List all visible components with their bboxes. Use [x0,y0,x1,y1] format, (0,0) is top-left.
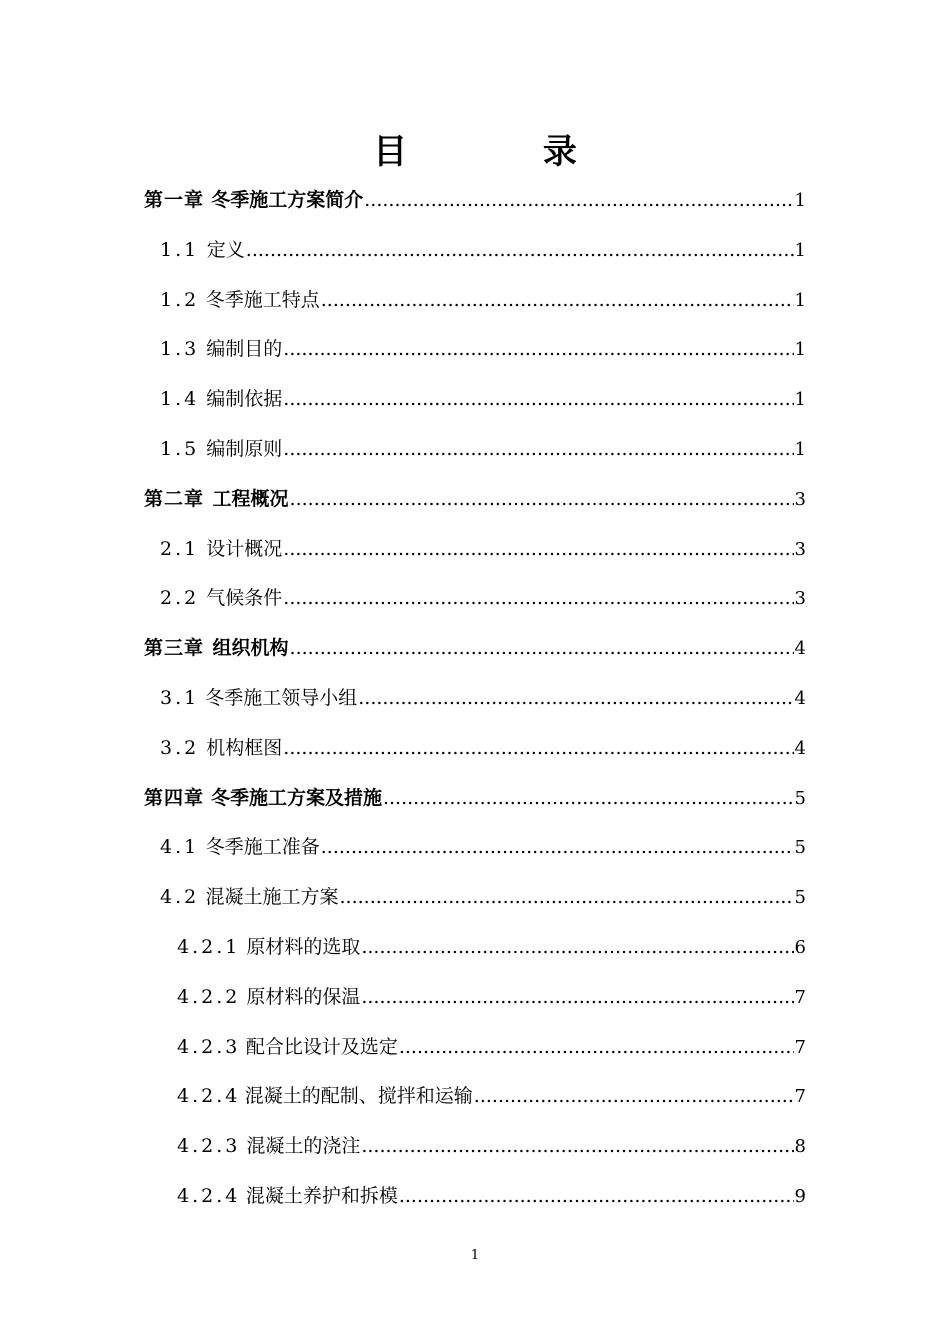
toc-entry-number: 第一章 [144,189,205,211]
toc-entry-page: 4 [794,737,806,759]
toc-entry-label: 工程概况 [212,487,289,510]
toc-dot-leader [283,425,793,475]
toc-entry-number: 3.1 [160,686,200,709]
toc-entry-number: 4.2.3 [177,1035,241,1058]
toc-entry-number: 2.2 [160,587,200,610]
toc-entry-label: 冬季施工领导小组 [205,686,358,709]
page-title: 目 录 [373,132,639,172]
toc-chapter-entry[interactable] [144,624,806,674]
toc-entry-label: 冬季施工方案及措施 [210,786,382,809]
toc-entry-label: 编制原则 [206,437,283,460]
toc-section-entry[interactable] [144,973,806,1023]
toc-section-entry[interactable] [144,425,806,475]
page-number: 1 [470,1248,480,1263]
toc-dot-leader [474,1072,794,1122]
toc-chapter-entry[interactable] [144,475,806,525]
toc-entry-page: 7 [794,1036,806,1058]
toc-entry-number: 第四章 [144,786,205,809]
toc-entry-label: 机构框图 [206,736,283,759]
toc-entry-number: 第三章 [144,637,205,660]
toc-chapter-entry[interactable] [144,176,806,226]
toc-entry-label: 配合比设计及选定 [245,1035,398,1058]
toc-dot-leader [358,674,793,724]
toc-section-entry[interactable] [144,325,806,375]
toc-section-entry[interactable] [144,375,806,425]
toc-section-entry[interactable] [144,1072,806,1122]
toc-entry-number: 1.4 [160,388,200,411]
toc-entry-page: 5 [794,837,806,859]
toc-entry-label: 原材料的保温 [246,985,361,1008]
toc-section-entry[interactable] [144,1172,806,1222]
toc-section-entry[interactable] [144,276,806,326]
toc-entry-page: 1 [794,239,806,261]
toc-dot-leader [364,176,793,226]
toc-entry-number: 4.2 [160,886,200,909]
toc-section-entry[interactable] [144,873,806,923]
toc-entry-label: 冬季施工特点 [205,288,320,311]
toc-entry-number: 1.5 [160,437,200,460]
toc-entry-page: 8 [794,1136,806,1158]
toc-entry-number: 4.2.1 [177,935,241,958]
toc-entry-page: 1 [794,339,806,361]
toc-entry-page: 3 [794,488,806,510]
toc-dot-leader [361,923,793,973]
toc-entry-number: 1.2 [160,288,200,311]
toc-section-entry[interactable] [144,923,806,973]
toc-entry-label: 混凝土养护和拆模 [245,1184,398,1207]
toc-entry-page: 9 [794,1185,806,1207]
toc-dot-leader [290,475,794,525]
table-of-contents [144,176,806,1222]
toc-dot-leader [283,325,793,375]
toc-entry-label: 原材料的选取 [246,935,361,958]
toc-dot-leader [340,873,794,923]
toc-dot-leader [246,226,794,276]
toc-entry-number: 2.1 [160,537,200,560]
toc-dot-leader [283,574,793,624]
toc-entry-label: 编制目的 [206,338,283,361]
toc-dot-leader [361,1122,793,1172]
toc-entry-page: 1 [794,190,806,211]
toc-entry-label: 编制依据 [206,388,283,411]
toc-dot-leader [321,823,794,873]
toc-entry-number: 4.2.4 [177,1085,241,1108]
toc-entry-number: 4.1 [160,836,200,859]
toc-entry-page: 7 [794,986,806,1008]
toc-section-entry[interactable] [144,1023,806,1073]
toc-entry-page: 5 [794,887,806,909]
toc-dot-leader [283,525,793,575]
toc-entry-label: 冬季施工准备 [205,836,320,859]
toc-dot-leader [283,724,793,774]
toc-entry-label: 混凝土的配制、搅拌和运输 [244,1085,473,1108]
toc-section-entry[interactable] [144,1122,806,1172]
toc-entry-page: 6 [794,936,806,958]
toc-entry-number: 4.2.2 [177,985,241,1008]
toc-dot-leader [383,774,794,824]
toc-entry-label: 混凝土的浇注 [246,1135,361,1158]
toc-entry-page: 4 [794,687,806,709]
toc-dot-leader [321,276,794,326]
toc-entry-label: 设计概况 [206,537,283,560]
toc-section-entry[interactable] [144,226,806,276]
toc-entry-page: 3 [794,588,806,610]
toc-entry-page: 5 [794,787,806,809]
toc-entry-number: 1.3 [160,338,200,361]
toc-entry-page: 1 [794,389,806,411]
toc-entry-page: 7 [794,1086,806,1108]
toc-dot-leader [290,624,794,674]
toc-entry-number: 4.2.3 [177,1135,241,1158]
toc-section-entry[interactable] [144,823,806,873]
toc-entry-number: 1.1 [160,238,200,261]
toc-dot-leader [283,375,793,425]
toc-entry-label: 气候条件 [206,587,283,610]
toc-entry-number: 第二章 [144,487,205,510]
toc-entry-label: 冬季施工方案简介 [211,189,364,211]
toc-entry-page: 1 [794,438,806,460]
toc-entry-label: 组织机构 [212,637,289,660]
toc-section-entry[interactable] [144,525,806,575]
toc-section-entry[interactable] [144,674,806,724]
toc-entry-label: 定义 [206,238,245,261]
toc-section-entry[interactable] [144,724,806,774]
toc-entry-label: 混凝土施工方案 [205,886,339,909]
toc-section-entry[interactable] [144,574,806,624]
toc-dot-leader [399,1023,794,1073]
toc-entry-number: 4.2.4 [177,1184,241,1207]
toc-dot-leader [361,973,793,1023]
toc-entry-page: 4 [794,638,806,660]
toc-entry-page: 3 [794,538,806,560]
toc-entry-number: 3.2 [160,736,200,759]
toc-entry-page: 1 [794,289,806,311]
toc-dot-leader [399,1172,794,1222]
toc-chapter-entry[interactable] [144,774,806,824]
